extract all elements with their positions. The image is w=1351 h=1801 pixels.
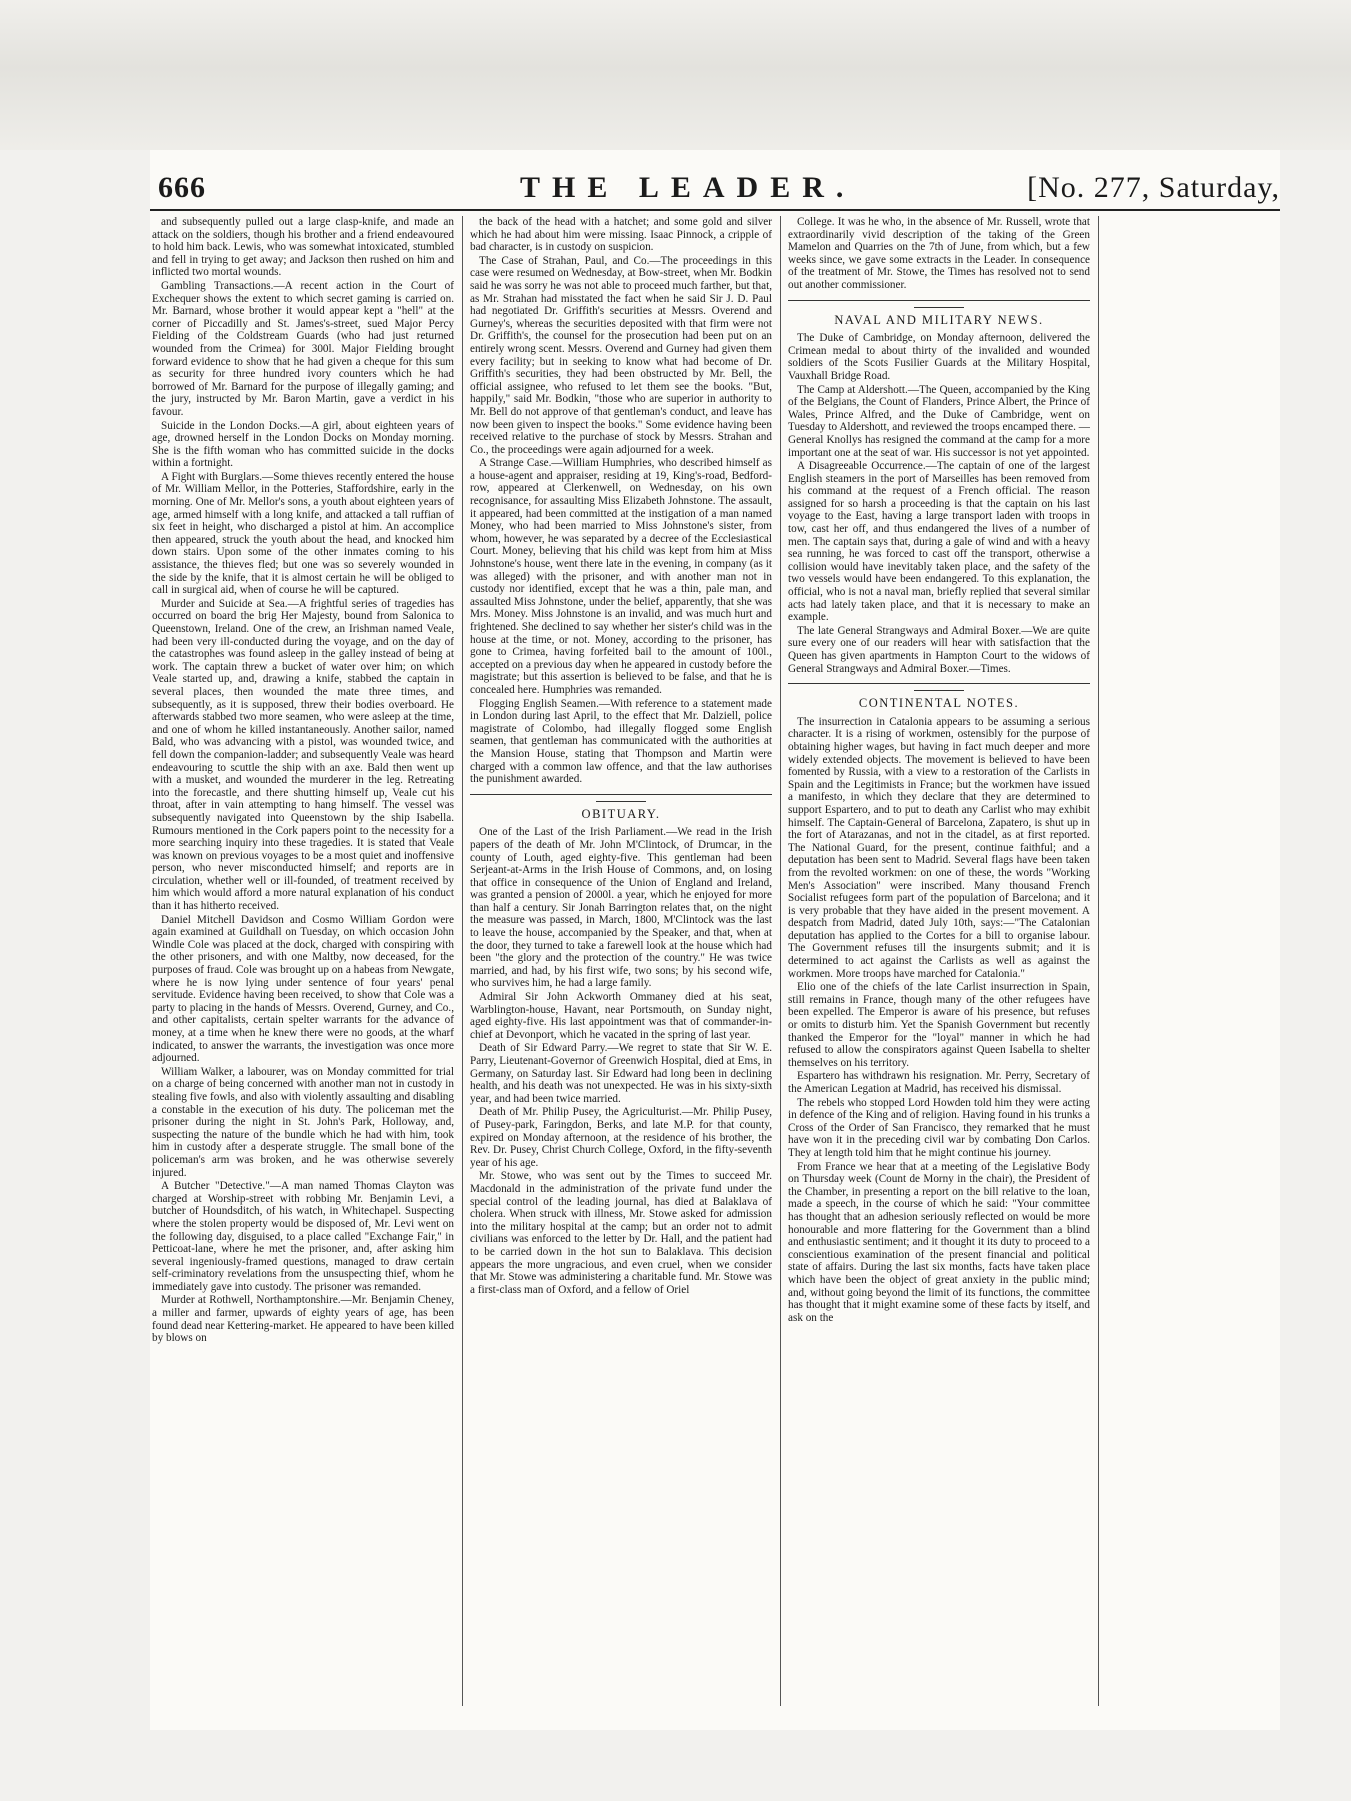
column-2: [470, 216, 772, 1706]
section-heading-continental: CONTINENTAL NOTES.: [788, 683, 1090, 710]
paragraph: Flogging English Seamen.—With reference to a statement made in London during last April, to the effect that Mr. Dalziell, police magistrate of Colombo, had illegally flogged some English seamen, that gentleman has communicated with the authorities at the Mansion House, stating that Thompson and Martin were charged with a common law offence, and that the law authorises the punishment awarded.: [470, 697, 772, 786]
paragraph: A Fight with Burglars.—Some thieves recently entered the house of Mr. William Mellor, in the Potteries, Staffordshire, early in the morning. One of Mr. Mellor's sons, a youth about eighteen years of age, armed himself with a long knife, and attacked a tall ruffian of six feet in height, who discharged a pistol at him. An accomplice then appeared, struck the youth about the head, and knocked him down stairs. Upon some of the other inmates coming to his assistance, the thieves fled; but one was so severely wounded in the side by the knife, that it is almost certain he will be obliged to call in surgical aid, when of course he will be captured.: [152, 470, 454, 597]
paragraph: The rebels who stopped Lord Howden told him they were acting in defence of the King and of religion. Having found in his trunks a Cross of the Order of San Francisco, they remarked that he must have won it in the preceding civil war by combating Don Carlos. They at length told him that he might continue his journey.: [788, 1096, 1090, 1159]
paragraph: Suicide in the London Docks.—A girl, about eighteen years of age, drowned herself in the London Docks on Monday morning. She is the fifth woman who has committed suicide in the docks within a fortnight.: [152, 419, 454, 470]
paragraph: The late General Strangways and Admiral Boxer.—We are quite sure every one of our readers will hear with satisfaction that the Queen has given apartments in Hampton Court to the widows of General Strangways and Admiral Boxer.—Times.: [788, 624, 1090, 675]
paragraph: and subsequently pulled out a large clasp-knife, and made an attack on the soldiers, though his brother and a friend endeavoured to hold him back. Lewis, who was somewhat intoxicated, stumbled and fell in trying to get away; and Jackson then rushed on him and inflicted two mortal wounds.: [152, 216, 454, 279]
paragraph: A Strange Case.—William Humphries, who described himself as a house-agent and appraiser, residing at 19, King's-road, Bedford-row, appeared at Clerkenwell, on Wednesday, on his own recognisance, for assaulting Miss Elizabeth Johnstone. The assault, it appeared, had been committed at the instigation of a man named Money, who had been married to Miss Johnstone's sister, from whom, however, he was separated by a decree of the Ecclesiastical Court. Money, believing that his child was kept from him at Miss Johnstone's house, went there late in the evening, in company (as it was alleged) with the prisoner, and with another man not in custody nor identified, except that he was a thin, pale man, and assaulted Miss Johnstone, under the belief, apparently, that she was Mrs. Money. Miss Johnstone is an invalid, and was much hurt and frightened. She declined to say whether her sister's child was in the house at the time, or not. Money, according to the prisoner, has gone to Crimea, having forfeited bail to the amount of 100l., accepted on a previous day when he appeared in custody before the magistrate; but this assertion is believed to be false, and that he is concealed here. Humphries was remanded.: [470, 457, 772, 696]
masthead-title: THE LEADER.: [520, 171, 856, 204]
paragraph: From France we hear that at a meeting of the Legislative Body on Thursday week (Count de Morny in the chair), the President of the Chamber, in presenting a report on the bill relative to the loan, made a speech, in the course of which he said: "Your committee has thought that an adhesion seriously reflected on would be more honourable and more flattering for the Government than a blind and enthusiastic sentiment; and it thought it its duty to proceed to a conscientious examination of the present financial and political state of affairs. During the last six months, facts have taken place which have been the object of great anxiety in the public mind; and, without going beyond the limit of its functions, the committee has thought that it might examine some of these facts by itself, and ask on the: [788, 1160, 1090, 1324]
column-3: [788, 216, 1090, 1706]
paragraph: Murder and Suicide at Sea.—A frightful series of tragedies has occurred on board the brig Her Majesty, bound from Salonica to Queenstown, Ireland. One of the crew, an Irishman named Veale, had been very ill-conducted during the voyage, and on the day of the catastrophes was found asleep in the galley instead of being at work. The captain threw a bucket of water over him; on which Veale started up, and, drawing a knife, stabbed the captain in several places, then wounded the mate three times, and subsequently, as it is supposed, threw their bodies overboard. He afterwards stabbed two more seamen, who were asleep at the time, and one of whom he killed instantaneously. Another sailor, named Bald, who was advancing with a pistol, was wounded twice, and fell down the companion-ladder; and subsequently Veale was heard endeavouring to scuttle the ship with an axe. Bald then went up with a musket, and wounded the murderer in the leg. Retreating into the forecastle, and there shutting himself up, Veale cut his throat, after in vain attempting to hang himself. The vessel was subsequently navigated into Queenstown by the ship Isabella. Rumours mentioned in the Cork papers point to the necessity for a more searching inquiry into these tragedies. It is stated that Veale was known on previous voyages to be a most quiet and inoffensive person, who never misconducted himself; and reports are in circulation, whether well or ill-founded, of treatment received by him which would afford a more natural explanation of his conduct than it has hitherto received.: [152, 597, 454, 913]
page-number: 666: [158, 171, 206, 204]
page-header: [150, 165, 1280, 213]
paragraph: The Duke of Cambridge, on Monday afternoon, delivered the Crimean medal to about thirty of the invalided and wounded soldiers of the Scots Fusilier Guards at the Military Hospital, Vauxhall Bridge Road.: [788, 332, 1090, 382]
scan-background: [0, 0, 1351, 150]
paragraph: One of the Last of the Irish Parliament.—We read in the Irish papers of the death of Mr. John M'Clintock, of Drumcar, in the county of Louth, aged eighty-five. This gentleman had been Serjeant-at-Arms in the Irish House of Commons, and, on losing that office in consequence of the Union of England and Ireland, was granted a pension of 2000l. a year, which he enjoyed for more than half a century. Sir Jonah Barrington relates that, on the night the measure was passed, in March, 1800, M'Clintock was the last to leave the house, accompanied by the Speaker, and that, when at the door, they turned to take a farewell look at the house which had been "the glory and the protection of the country." He was twice married, and had, by his first wife, two sons; by his second wife, who survives him, he had a large family.: [470, 826, 772, 990]
section-heading-obituary: OBITUARY.: [470, 794, 772, 821]
paragraph: Death of Sir Edward Parry.—We regret to state that Sir W. E. Parry, Lieutenant-Governor of Greenwich Hospital, died at Ems, in Germany, on Saturday last. Sir Edward had long been in declining health, and his death was not unexpected. He was in his sixty-sixth year, and had been twice married.: [470, 1042, 772, 1105]
paragraph: The Camp at Aldershott.—The Queen, accompanied by the King of the Belgians, the Count of Flanders, Prince Albert, the Prince of Wales, Prince Alfred, and the Duke of Cambridge, went on Tuesday to Aldershott, and reviewed the troops encamped there. —General Knollys has resigned the command at the camp for a more important one at the seat of war. His successor is not yet appointed.: [788, 383, 1090, 459]
paragraph: The Case of Strahan, Paul, and Co.—The proceedings in this case were resumed on Wednesday, at Bow-street, when Mr. Bodkin said he was sorry he was not able to proceed much farther, but that, as Mr. Strahan had misstated the fact when he said Sir J. D. Paul had negotiated Dr. Griffith's securities at Messrs. Overend and Gurney's, whereas the securities deposited with that firm were not Dr. Griffith's, the counsel for the prosecution had been put on an entirely wrong scent. Messrs. Overend and Gurney had given them every facility; but in seeking to know what had become of Dr. Griffith's securities, they had been obstructed by Mr. Bell, the official assignee, who refused to let them see the books. "But, happily," said Mr. Bodkin, "those who are superior in authority to Mr. Bell do not approve of that gentleman's conduct, and leave has now been given to inspect the books." Some evidence having been received relative to the purchase of stock by Messrs. Strahan and Co., the proceedings were again adjourned for a week.: [470, 254, 772, 456]
section-heading-naval: NAVAL AND MILITARY NEWS.: [788, 300, 1090, 327]
issue-info: [No. 277, Saturday,: [1027, 171, 1280, 204]
article-columns: [152, 216, 1278, 1706]
paragraph: Admiral Sir John Ackworth Ommaney died at his seat, Warblington-house, Havant, near Portsmouth, on Sunday night, aged eighty-five. His last appointment was that of commander-in-chief at Devonport, which he vacated in the spring of last year.: [470, 991, 772, 1041]
paragraph: A Disagreeable Occurrence.—The captain of one of the largest English steamers in the port of Marseilles has been removed from his command at the request of a French official. The reason assigned for so harsh a proceeding is that the captain on his last voyage to the East, having a large transport laden with troops in tow, cast her off, and thus endangered the lives of a number of men. The captain says that, during a gale of wind and with a heavy sea running, he was forced to cast off the transport, otherwise a collision would have inevitably taken place, and the safety of the two vessels would have been endangered. To this explanation, the official, who is not a naval man, briefly replied that several similar acts had lately taken place, and that it is necessary to make an example.: [788, 460, 1090, 624]
paragraph: Murder at Rothwell, Northamptonshire.—Mr. Benjamin Cheney, a miller and farmer, upwards of eighty years of age, has been found dead near Kettering-market. He appeared to have been killed by blows on: [152, 1294, 454, 1345]
paragraph: Espartero has withdrawn his resignation. Mr. Perry, Secretary of the American Legation at Madrid, has received his dismissal.: [788, 1070, 1090, 1095]
paragraph: the back of the head with a hatchet; and some gold and silver which he had about him were missing. Isaac Pinnock, a cripple of bad character, is in custody on suspicion.: [470, 216, 772, 254]
paragraph: Mr. Stowe, who was sent out by the Times to succeed Mr. Macdonald in the administration of the private fund under the special control of the leading journal, has died at Balaklava of cholera. When struck with illness, Mr. Stowe asked for admission into the military hospital at the camp; but an order not to admit civilians was enforced to the letter by Dr. Hall, and the patient had to be carried down in the hot sun to Balaklava. This decision appears the more ungracious, and even cruel, when we consider that Mr. Stowe was administering a charitable fund. Mr. Stowe was a first-class man of Oxford, and a fellow of Oriel: [470, 1170, 772, 1296]
paragraph: Elio one of the chiefs of the late Carlist insurrection in Spain, still remains in France, though many of the other refugees have been expelled. The Emperor is aware of his presence, but refuses or omits to disturb him. Yet the Spanish Government but recently thanked the Emperor for the "loyal" manner in which he had refused to allow the conspirators against Queen Isabella to shelter themselves on his territory.: [788, 981, 1090, 1069]
paragraph: College. It was he who, in the absence of Mr. Russell, wrote that extraordinarily vivid description of the taking of the Green Mamelon and Quarries on the 7th of June, from which, but a few weeks since, we gave some extracts in the Leader. In consequence of the treatment of Mr. Stowe, the Times has resolved not to send out another commissioner.: [788, 216, 1090, 291]
paragraph: The insurrection in Catalonia appears to be assuming a serious character. It is a rising of workmen, ostensibly for the purpose of obtaining higher wages, but having in fact much deeper and more widely extended objects. The movement is believed to have been fomented by Russia, with a view to a restoration of the Carlists in Spain and the Legitimists in France; but the workmen have issued a manifesto, in which they declare that they are determined to support Espartero, and to put to death any Carlist who may exhibit himself. The Captain-General of Barcelona, Zapatero, is shut up in the fort of Atarazanas, and not in the citadel, as at first reported. The National Guard, for the present, continue faithful; and a deputation has been sent to Madrid. Several flags have been taken from the revolted workmen: on one of these, the words "Working Men's Association" were inscribed. Many thousand French Socialist refugees form part of the population of Barcelona; and it is very probable that they have aided in the present movement. A despatch from Madrid, dated July 10th, says:—"The Catalonian deputation has applied to the Cortes for a bill to organise labour. The Government refuses till the insurgents submit; and it is determined to act against the Carlists as well as against the workmen. More troops have marched for Catalonia.": [788, 715, 1090, 980]
paragraph: A Butcher "Detective."—A man named Thomas Clayton was charged at Worship-street with robbing Mr. Benjamin Levi, a butcher of Houndsditch, of his watch, in Whitechapel. Suspecting where the stolen property would be disposed of, Mr. Levi went on the following day, disguised, to a place called "Exchange Fair," in Petticoat-lane, where he met the prisoner, and, after asking him several ingeniously-framed questions, managed to draw certain self-criminatory revelations from the unsuspecting thief, whom he immediately gave into custody. The prisoner was remanded.: [152, 1180, 454, 1293]
column-1: [152, 216, 454, 1706]
paragraph: Gambling Transactions.—A recent action in the Court of Exchequer shows the extent to which secret gaming is carried on. Mr. Barnard, whose brother it would appear kept a "hell" at the corner of Piccadilly and St. James's-street, sued Major Percy Fielding of the Coldstream Guards (who had just returned wounded from the Crimea) for 300l. Major Fielding brought forward evidence to show that he had given a cheque for this sum as security for three hundred ivory counters which he had borrowed of Mr. Barnard for the purpose of illegally gaming; and the jury, instructed by Mr. Baron Martin, gave a verdict in his favour.: [152, 279, 454, 418]
paragraph: Death of Mr. Philip Pusey, the Agriculturist.—Mr. Philip Pusey, of Pusey-park, Faringdon, Berks, and late M.P. for that county, expired on Monday afternoon, at the residence of his brother, the Rev. Dr. Pusey, Christ Church College, Oxford, in the fifty-seventh year of his age.: [470, 1106, 772, 1169]
paragraph: Daniel Mitchell Davidson and Cosmo William Gordon were again examined at Guildhall on Tuesday, on which occasion John Windle Cole was placed at the dock, charged with conspiring with the other prisoners, and with one Maltby, now deceased, for the purposes of fraud. Cole was brought up on a habeas from Newgate, where he is now lying under sentence of four years' penal servitude. Evidence having been received, to show that Cole was a party to placing in the hands of Messrs. Overend, Gurney, and Co., and other capitalists, certain spelter warrants for the advance of money, at a time when he knew there were no goods, at the wharf indicated, to answer the warrants, the investigation was once more adjourned.: [152, 913, 454, 1065]
paragraph: William Walker, a labourer, was on Monday committed for trial on a charge of being concerned with another man not in custody in stealing five fowls, and also with violently assaulting and disabling a constable in the execution of his duty. The policeman met the prisoner during the night in St. John's Park, Holloway, and, suspecting the nature of the bundle which he had with him, took him in custody after a desperate struggle. The small bone of the policeman's arm was broken, and he was otherwise severely injured.: [152, 1065, 454, 1179]
header-rule: [150, 209, 1280, 211]
